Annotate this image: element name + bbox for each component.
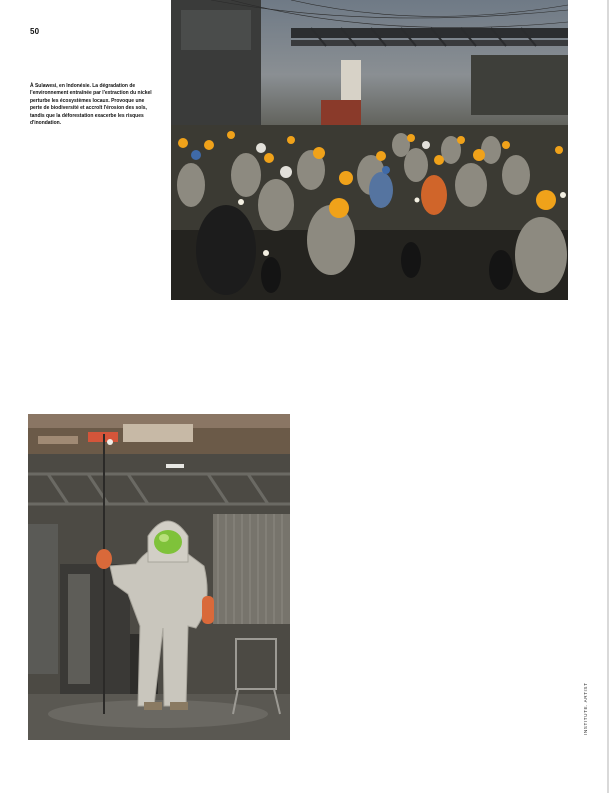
photo-motorbike-traffic [171,0,568,300]
photo-protective-suit-worker [28,414,290,740]
photo-caption: À Sulawesi, en Indonésie. La dégradation de l'environnement entraînée par l'extraction du nickel perturbe les écosystèmes locaux. Provoque une perte de biodiversité et accroît l'érosion des sols, tandis que la déforestation exacerbe les risques d'inondation. [30,83,152,127]
page-number: 50 [30,27,40,36]
photo-credit: INSTITUTE. ARTIST [583,682,588,735]
